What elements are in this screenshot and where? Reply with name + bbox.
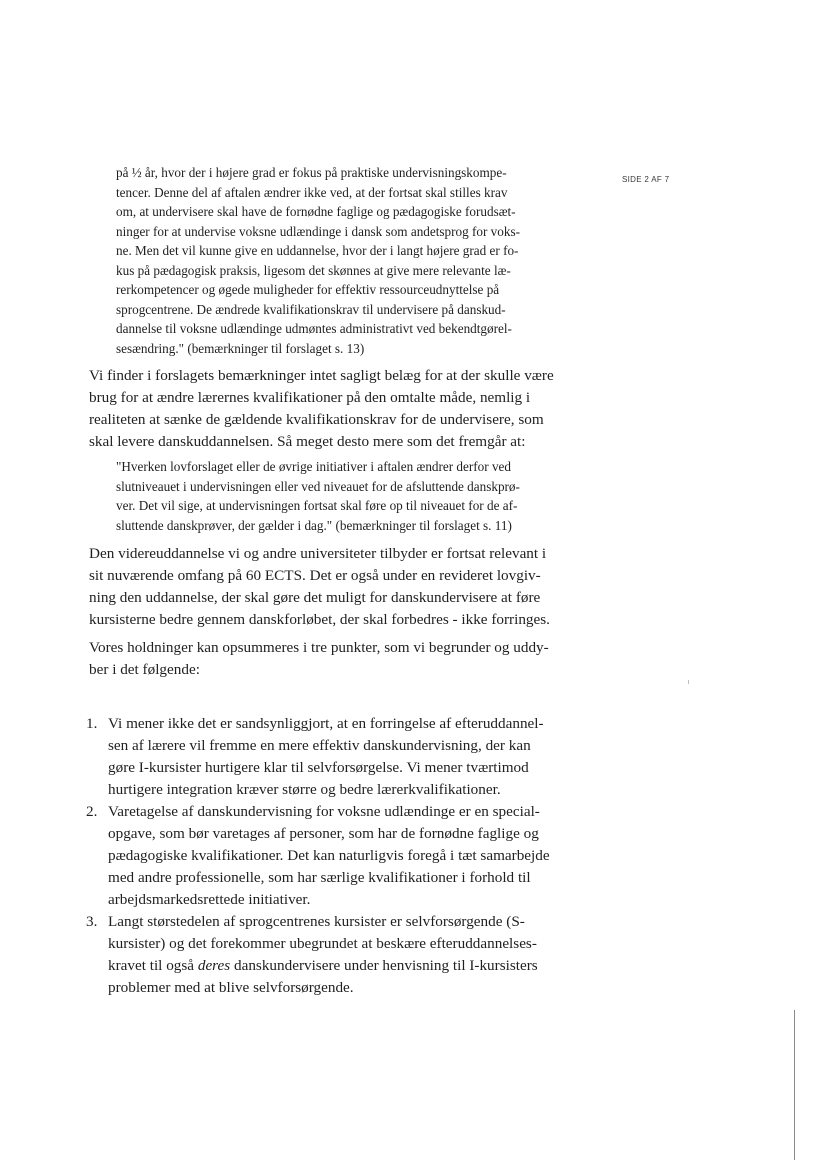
quote-line: ver. Det vil sige, at undervisningen fortsat skal føre op til niveauet for de af- [116, 498, 518, 513]
list-number: 1. [86, 715, 98, 732]
quote-line: dannelse til voksne udlændinge udmøntes administrativt ved bekendtgørel- [116, 321, 512, 336]
list-line: problemer med at blive selvforsørgende. [108, 979, 354, 996]
list-line: arbejdsmarkedsrettede initiativer. [108, 891, 311, 908]
quote-line: tencer. Denne del af aftalen ændrer ikke ved, at der fortsat skal stilles krav [116, 184, 508, 200]
paragraph-line: ber i det følgende: [89, 661, 200, 678]
quote-line: slutniveauet i undervisningen eller ved niveauet for de afsluttende danskprø- [116, 478, 520, 494]
paragraph-line: Den videreuddannelse vi og andre universiteter tilbyder er fortsat relevant i [89, 545, 547, 562]
quote-line: "Hverken lovforslaget eller de øvrige initiativer i aftalen ændrer derfor ved [116, 459, 511, 474]
quote-block-2 [116, 457, 566, 535]
list-line: Vi mener ikke det er sandsynliggjort, at en forringelse af efteruddannel- [108, 715, 544, 732]
quote-line: på ½ år, hvor der i højere grad er fokus på praktiske undervisningskompe- [116, 165, 507, 180]
numbered-points-list [86, 713, 586, 999]
page-number: SIDE 2 AF 7 [622, 175, 670, 184]
quote-line: sprogcentrene. De ændrede kvalifikationskrav til undervisere på danskud- [116, 301, 506, 317]
list-line: pædagogiske kvalifikationer. Det kan naturligvis foregå i tæt samarbejde [108, 847, 550, 864]
quote-line: om, at undervisere skal have de fornødne faglige og pædagogiske forudsæt- [116, 204, 516, 219]
list-line: kursister) og det forekommer ubegrundet at beskære efteruddannelses- [108, 935, 537, 952]
emphasis-text: deres [197, 957, 231, 974]
list-item [86, 801, 586, 911]
paragraph-2 [89, 543, 584, 631]
list-number: 3. [86, 913, 98, 930]
paragraph-line: Vi finder i forslagets bemærkninger intet sagligt belæg for at der skulle være [89, 367, 554, 384]
list-line: med andre professionelle, som har særlige kvalifikationer i forhold til [108, 869, 531, 886]
list-line: Langt størstedelen af sprogcentrenes kursister er selvforsørgende (S- [108, 913, 525, 930]
quote-line: sesændring." (bemærkninger til forslaget s. 13) [116, 340, 365, 356]
quote-block-1 [116, 163, 566, 358]
paragraph-3 [89, 637, 584, 681]
list-line: opgave, som bør varetages af personer, som har de fornødne faglige og [108, 825, 539, 842]
list-line-start: kravet til også [108, 957, 198, 974]
scan-artifact-line [794, 1010, 795, 1160]
paragraph-line: kursisterne bedre gennem danskforløbet, der skal forbedres - ikke forringes. [89, 611, 550, 628]
list-line: sen af lærere vil fremme en mere effektiv danskundervisning, der kan [108, 737, 531, 754]
paragraph-line: skal levere danskuddannelsen. Så meget desto mere som det fremgår at: [89, 433, 526, 450]
paragraph-line: ning den uddannelse, der skal gøre det muligt for danskundervisere at føre [89, 589, 541, 606]
paragraph-1 [89, 365, 584, 453]
list-line: Varetagelse af danskundervisning for voksne udlændinge er en special- [108, 803, 540, 820]
quote-line: ninger for at undervise voksne udlændinge i dansk som andetsprog for voks- [116, 223, 520, 239]
paragraph-line: brug for at ændre lærernes kvalifikationer på den omtalte måde, nemlig i [89, 389, 531, 406]
scan-artifact-dot [688, 680, 689, 684]
quote-line: kus på pædagogisk praksis, ligesom det skønnes at give mere relevante læ- [116, 262, 511, 278]
list-line: gøre I-kursister hurtigere klar til selvforsørgelse. Vi mener tværtimod [108, 759, 529, 776]
paragraph-line: sit nuværende omfang på 60 ECTS. Det er også under en revideret lovgiv- [89, 567, 541, 584]
list-item [86, 713, 586, 801]
paragraph-line: Vores holdninger kan opsummeres i tre punkter, som vi begrunder og uddy- [89, 639, 549, 656]
paragraph-line: realiteten at sænke de gældende kvalifikationskrav for de undervisere, som [89, 411, 544, 428]
list-line: hurtigere integration kræver større og bedre lærerkvalifikationer. [108, 781, 501, 798]
quote-line: ne. Men det vil kunne give en uddannelse, hvor der i langt højere grad er fo- [116, 243, 519, 258]
list-item [86, 911, 586, 999]
list-line-end: danskundervisere under henvisning til I-kursisters [230, 957, 538, 974]
quote-line: sluttende danskprøver, der gælder i dag." (bemærkninger til forslaget s. 11) [116, 517, 512, 533]
list-number: 2. [86, 803, 98, 820]
quote-line: rerkompetencer og øgede muligheder for effektiv ressourceudnyttelse på [116, 282, 500, 297]
